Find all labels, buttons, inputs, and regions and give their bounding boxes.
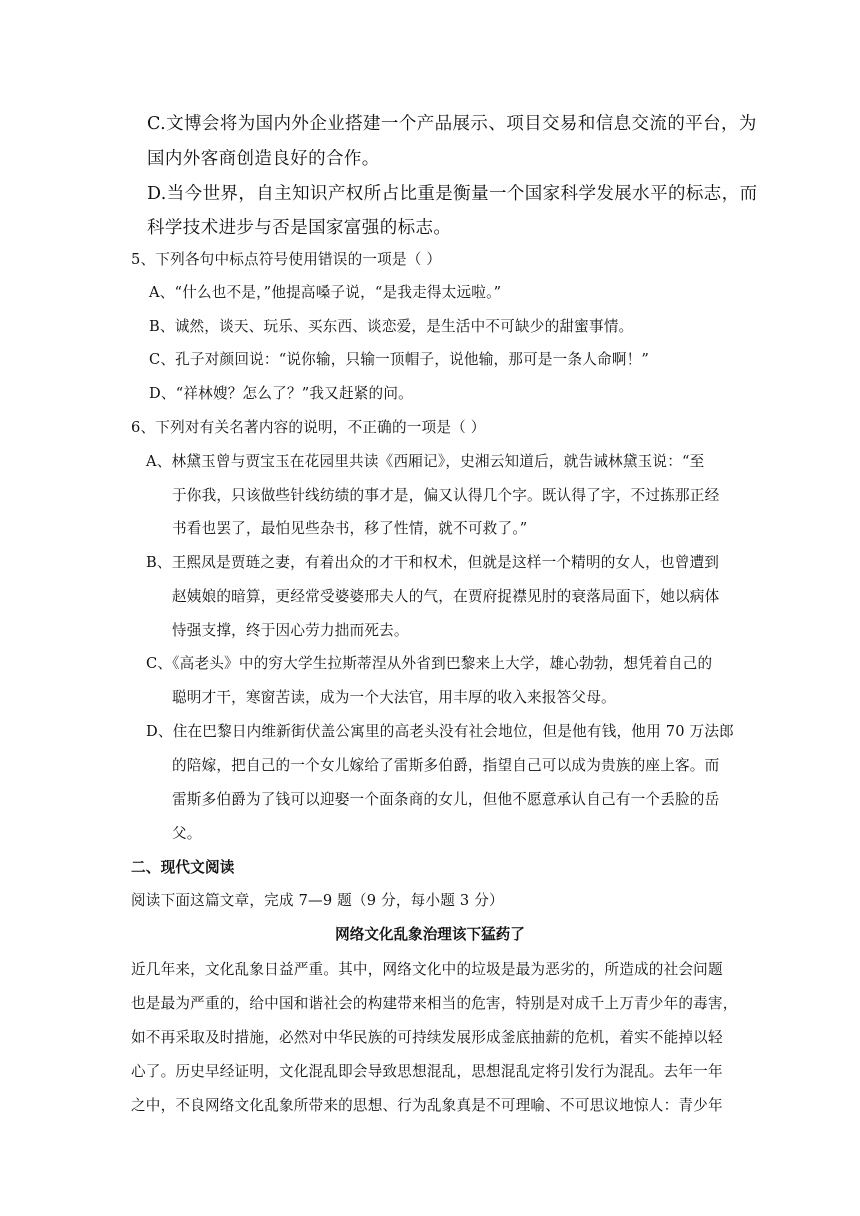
article-paragraph-line: 心了。历史早经证明，文化混乱即会导致思想混乱，思想混乱定将引发行为混乱。去年一年	[131, 1063, 723, 1080]
q5-option-d: D、“祥林嫂？怎么了？”我又赶紧的问。	[149, 385, 413, 402]
article-paragraph-line: 之中，不良网络文化乱象所带来的思想、行为乱象真是不可理喻、不可思议地惊人：青少年	[131, 1097, 723, 1114]
q4-option-c-line1: C.文博会将为国内外企业搭建一个产品展示、项目交易和信息交流的平台，为	[147, 114, 757, 134]
q6-option-a-line1: A、林黛玉曾与贾宝玉在花园里共读《西厢记》，史湘云知道后，就告诫林黛玉说：“至	[146, 453, 705, 470]
q6-option-d-line3: 雷斯多伯爵为了钱可以迎娶一个面条商的女儿，但他不愿意承认自己有一个丢脸的岳	[172, 791, 720, 808]
section-heading: 二、现代文阅读	[131, 859, 235, 876]
q6-option-d-line4: 父。	[172, 825, 202, 842]
article-paragraph-line: 如不再采取及时措施，必然对中华民族的可持续发展形成釜底抽薪的危机，着实不能掉以轻	[131, 1029, 723, 1046]
section-instruction: 阅读下面这篇文章，完成 7—9 题（9 分，每小题 3 分）	[131, 892, 504, 909]
article-title: 网络文化乱象治理该下猛药了	[335, 926, 525, 943]
q6-option-b-line1: B、王熙凤是贾琏之妻，有着出众的才干和权术，但就是这样一个精明的女人，也曾遭到	[146, 554, 720, 571]
q6-option-a-line3: 书看也罢了，最怕见些杂书，移了性情，就不可救了。”	[172, 520, 528, 537]
q5-option-b: B、诚然，谈天、玩乐、买东西、谈恋爱，是生活中不可缺少的甜蜜事情。	[149, 318, 634, 335]
q4-option-d-line2: 科学技术进步与否是国家富强的标志。	[147, 218, 452, 238]
q4-option-d-line1: D.当今世界，自主知识产权所占比重是衡量一个国家科学发展水平的标志，而	[147, 184, 758, 204]
q4-option-c-line2: 国内外客商创造良好的合作。	[147, 149, 380, 169]
article-paragraph-line: 也是最为严重的，给中国和谐社会的构建带来相当的危害，特别是对成千上万青少年的毒害，	[131, 995, 738, 1012]
q6-stem: 6、下列对有关名著内容的说明，不正确的一项是（ ）	[131, 419, 486, 436]
q6-option-a-line2: 于你我，只该做些针线纺绩的事才是，偏又认得几个字。既认得了字，不过拣那正经	[172, 487, 720, 504]
q6-option-c-line1: C、《高老头》中的穷大学生拉斯蒂涅从外省到巴黎来上大学，雄心勃勃，想凭着自己的	[146, 655, 713, 672]
q5-option-a: A、“什么也不是，”他提高嗓子说，“是我走得太远啦。”	[149, 284, 502, 301]
q6-option-d-line1: D、住在巴黎日内维新街伏盖公寓里的高老头没有社会地位，但是他有钱，他用 70 万法郎	[146, 723, 734, 740]
article-paragraph-line: 近几年来，文化乱象日益严重。其中，网络文化中的垃圾是最为恶劣的，所造成的社会问题	[131, 961, 723, 978]
q6-option-d-line2: 的陪嫁，把自己的一个女儿嫁给了雷斯多伯爵，指望自己可以成为贵族的座上客。而	[172, 757, 720, 774]
q6-option-c-line2: 聪明才干，寒窗苦读，成为一个大法官，用丰厚的收入来报答父母。	[172, 689, 616, 706]
q6-option-b-line2: 赵姨娘的暗算，更经常受婆婆邢夫人的气，在贾府捉襟见肘的衰落局面下，她以病体	[172, 588, 720, 605]
q5-option-c: C、孔子对颜回说：“说你输，只输一顶帽子，说他输，那可是一条人命啊！”	[149, 351, 650, 368]
q6-option-b-line3: 恃强支撑，终于因心劳力拙而死去。	[172, 622, 409, 639]
q5-stem: 5、下列各句中标点符号使用错误的一项是（ ）	[131, 251, 442, 268]
